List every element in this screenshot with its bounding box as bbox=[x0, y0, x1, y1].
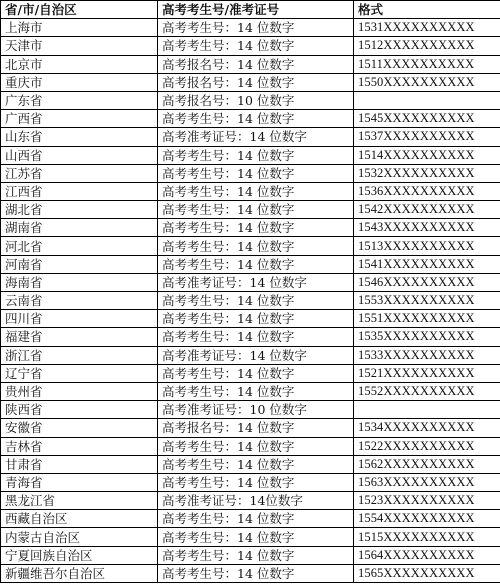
format-cell: 1543XXXXXXXXXX bbox=[354, 219, 500, 237]
region-cell: 湖北省 bbox=[1, 201, 158, 219]
id-type-cell: 高考考生号：14 位数字 bbox=[158, 110, 354, 128]
table-row bbox=[1, 419, 500, 437]
id-type-cell: 高考报名号：14 位数字 bbox=[158, 73, 354, 91]
format-cell: 1514XXXXXXXXXX bbox=[354, 146, 500, 164]
region-cell: 河南省 bbox=[1, 255, 158, 273]
table-row bbox=[1, 73, 500, 91]
table-row bbox=[1, 255, 500, 273]
format-cell: 1562XXXXXXXXXX bbox=[354, 455, 500, 473]
id-type-cell: 高考准考证号：14 位数字 bbox=[158, 128, 354, 146]
table-row bbox=[1, 128, 500, 146]
id-type-cell: 高考报名号：14 位数字 bbox=[158, 419, 354, 437]
table-row bbox=[1, 91, 500, 109]
id-type-cell: 高考考生号：14 位数字 bbox=[158, 219, 354, 237]
id-type-cell: 高考考生号：14 位数字 bbox=[158, 292, 354, 310]
table-row bbox=[1, 182, 500, 200]
format-cell: 1563XXXXXXXXXX bbox=[354, 473, 500, 491]
format-cell: 1537XXXXXXXXXX bbox=[354, 128, 500, 146]
format-cell: 1564XXXXXXXXXX bbox=[354, 546, 500, 564]
region-cell: 甘肃省 bbox=[1, 455, 158, 473]
id-type-cell: 高考考生号：14 位数字 bbox=[158, 564, 354, 582]
id-type-cell: 高考考生号：14 位数字 bbox=[158, 546, 354, 564]
id-type-cell: 高考报名号：10 位数字 bbox=[158, 91, 354, 109]
format-cell: 1541XXXXXXXXXX bbox=[354, 255, 500, 273]
id-type-cell: 高考考生号：14 位数字 bbox=[158, 382, 354, 400]
region-cell: 海南省 bbox=[1, 273, 158, 291]
region-cell: 福建省 bbox=[1, 328, 158, 346]
id-type-cell: 高考报名号：14 位数字 bbox=[158, 55, 354, 73]
id-type-cell: 高考考生号：14 位数字 bbox=[158, 255, 354, 273]
format-cell: 1522XXXXXXXXXX bbox=[354, 437, 500, 455]
id-type-cell: 高考考生号：14 位数字 bbox=[158, 455, 354, 473]
format-cell: 1533XXXXXXXXXX bbox=[354, 346, 500, 364]
region-cell: 黑龙江省 bbox=[1, 492, 158, 510]
table-row bbox=[1, 546, 500, 564]
id-type-cell: 高考考生号：14 位数字 bbox=[158, 19, 354, 37]
id-type-cell: 高考准考证号：14 位数字 bbox=[158, 273, 354, 291]
table-row bbox=[1, 201, 500, 219]
table-row bbox=[1, 564, 500, 582]
format-cell: 1550XXXXXXXXXX bbox=[354, 73, 500, 91]
table-row bbox=[1, 473, 500, 491]
id-type-cell: 高考准考证号：14 位数字 bbox=[158, 346, 354, 364]
format-cell: 1511XXXXXXXXXX bbox=[354, 55, 500, 73]
table-row bbox=[1, 528, 500, 546]
id-type-cell: 高考准考证号：10 位数字 bbox=[158, 401, 354, 419]
format-cell: 1531XXXXXXXXXX bbox=[354, 19, 500, 37]
format-cell: 1532XXXXXXXXXX bbox=[354, 164, 500, 182]
table-row bbox=[1, 455, 500, 473]
table-row bbox=[1, 346, 500, 364]
format-cell: 1552XXXXXXXXXX bbox=[354, 382, 500, 400]
table-row bbox=[1, 273, 500, 291]
region-cell: 浙江省 bbox=[1, 346, 158, 364]
region-cell: 辽宁省 bbox=[1, 364, 158, 382]
region-cell: 广东省 bbox=[1, 91, 158, 109]
header-format: 格式 bbox=[354, 1, 500, 19]
format-cell: 1545XXXXXXXXXX bbox=[354, 110, 500, 128]
region-cell: 江西省 bbox=[1, 182, 158, 200]
id-type-cell: 高考考生号：14 位数字 bbox=[158, 364, 354, 382]
format-cell: 1536XXXXXXXXXX bbox=[354, 182, 500, 200]
format-cell: 1551XXXXXXXXXX bbox=[354, 310, 500, 328]
region-cell: 青海省 bbox=[1, 473, 158, 491]
table-row bbox=[1, 292, 500, 310]
id-type-cell: 高考考生号：14 位数字 bbox=[158, 164, 354, 182]
format-cell bbox=[354, 401, 500, 419]
table-row bbox=[1, 364, 500, 382]
region-cell: 江苏省 bbox=[1, 164, 158, 182]
region-cell: 北京市 bbox=[1, 55, 158, 73]
region-cell: 西藏自治区 bbox=[1, 510, 158, 528]
region-cell: 河北省 bbox=[1, 237, 158, 255]
table-row bbox=[1, 55, 500, 73]
region-cell: 宁夏回族自治区 bbox=[1, 546, 158, 564]
region-cell: 陕西省 bbox=[1, 401, 158, 419]
region-cell: 山西省 bbox=[1, 146, 158, 164]
table-row bbox=[1, 146, 500, 164]
region-cell: 新疆维吾尔自治区 bbox=[1, 564, 158, 582]
table-row bbox=[1, 510, 500, 528]
region-cell: 云南省 bbox=[1, 292, 158, 310]
region-cell: 重庆市 bbox=[1, 73, 158, 91]
region-cell: 吉林省 bbox=[1, 437, 158, 455]
format-cell: 1523XXXXXXXXXX bbox=[354, 492, 500, 510]
format-cell: 1554XXXXXXXXXX bbox=[354, 510, 500, 528]
header-id-type: 高考考生号/准考证号 bbox=[158, 1, 354, 19]
table-row bbox=[1, 328, 500, 346]
table-row bbox=[1, 310, 500, 328]
id-type-cell: 高考考生号：14 位数字 bbox=[158, 201, 354, 219]
region-cell: 安徽省 bbox=[1, 419, 158, 437]
table-row bbox=[1, 492, 500, 510]
region-cell: 四川省 bbox=[1, 310, 158, 328]
id-type-cell: 高考考生号：14 位数字 bbox=[158, 182, 354, 200]
region-cell: 山东省 bbox=[1, 128, 158, 146]
table-row bbox=[1, 401, 500, 419]
region-cell: 贵州省 bbox=[1, 382, 158, 400]
table-row bbox=[1, 382, 500, 400]
table-row bbox=[1, 19, 500, 37]
header-region: 省/市/自治区 bbox=[1, 1, 158, 19]
format-cell: 1565XXXXXXXXXX bbox=[354, 564, 500, 582]
format-cell: 1515XXXXXXXXXX bbox=[354, 528, 500, 546]
region-cell: 湖南省 bbox=[1, 219, 158, 237]
id-type-cell: 高考考生号：14 位数字 bbox=[158, 37, 354, 55]
format-cell: 1553XXXXXXXXXX bbox=[354, 292, 500, 310]
region-cell: 广西省 bbox=[1, 110, 158, 128]
format-cell: 1521XXXXXXXXXX bbox=[354, 364, 500, 382]
format-cell: 1542XXXXXXXXXX bbox=[354, 201, 500, 219]
format-cell bbox=[354, 91, 500, 109]
table-row bbox=[1, 237, 500, 255]
table-row bbox=[1, 437, 500, 455]
region-cell: 上海市 bbox=[1, 19, 158, 37]
format-cell: 1512XXXXXXXXXX bbox=[354, 37, 500, 55]
id-type-cell: 高考考生号：14 位数字 bbox=[158, 473, 354, 491]
id-type-cell: 高考考生号：14 位数字 bbox=[158, 510, 354, 528]
id-type-cell: 高考考生号：14 位数字 bbox=[158, 328, 354, 346]
id-type-cell: 高考考生号：14 位数字 bbox=[158, 437, 354, 455]
id-type-cell: 高考考生号：14 位数字 bbox=[158, 146, 354, 164]
table-row bbox=[1, 164, 500, 182]
id-type-cell: 高考准考证号：14位数字 bbox=[158, 492, 354, 510]
table-row bbox=[1, 110, 500, 128]
region-cell: 内蒙古自治区 bbox=[1, 528, 158, 546]
id-type-cell: 高考考生号：14 位数字 bbox=[158, 528, 354, 546]
table-body bbox=[1, 19, 500, 583]
format-cell: 1513XXXXXXXXXX bbox=[354, 237, 500, 255]
id-type-cell: 高考考生号：14 位数字 bbox=[158, 310, 354, 328]
region-cell: 天津市 bbox=[1, 37, 158, 55]
table-row bbox=[1, 37, 500, 55]
format-cell: 1535XXXXXXXXXX bbox=[354, 328, 500, 346]
format-cell: 1534XXXXXXXXXX bbox=[354, 419, 500, 437]
id-type-cell: 高考考生号：14 位数字 bbox=[158, 237, 354, 255]
format-cell: 1546XXXXXXXXXX bbox=[354, 273, 500, 291]
table-row bbox=[1, 219, 500, 237]
header-row bbox=[1, 1, 500, 19]
